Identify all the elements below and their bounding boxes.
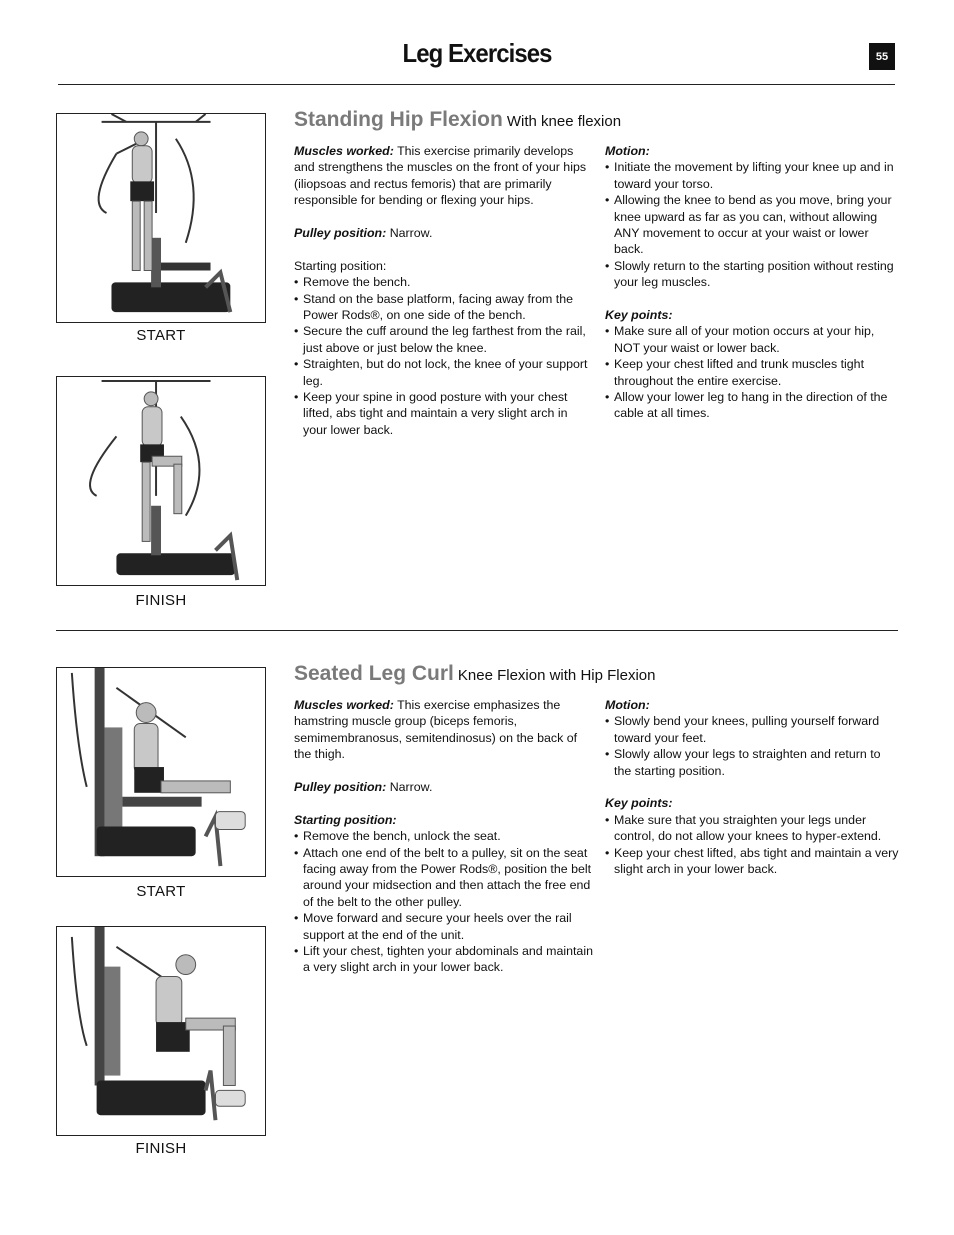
starting-position-list (294, 828, 594, 976)
motion-label: Motion: (605, 144, 650, 158)
motion-list (605, 159, 901, 290)
start-caption: START (136, 327, 186, 344)
pulley-position-text: Narrow. (389, 226, 433, 241)
page-number: 55 (869, 43, 895, 70)
muscles-worked-label: Muscles worked: (294, 698, 394, 712)
pulley-position-paragraph (294, 225, 594, 241)
list-item: • Stand on the base platform, facing away from the Power Rods®, on one side of the bench. (294, 291, 594, 324)
seated-leg-curl-finish-photo (56, 926, 266, 1136)
starting-position-list (294, 274, 594, 438)
seated-leg-curl-start-photo (56, 667, 266, 877)
pulley-position-label: Pulley position: (294, 226, 387, 241)
instructions-left-column (294, 143, 594, 438)
section-subtitle: With knee flexion (506, 113, 622, 130)
standing-hip-flexion-finish-photo (56, 376, 266, 586)
key-points-label: Key points: (605, 308, 673, 323)
muscles-worked-label: Muscles worked: (294, 144, 394, 158)
muscles-worked-text: This exercise primarily develops and strengthens the muscles on the front of your hips (iliopsoas and rectus femoris) that are primarily responsible for bending or flexing your hips. (294, 144, 587, 208)
finish-caption: FINISH (135, 592, 187, 609)
muscles-worked-paragraph (294, 697, 594, 763)
instructions-right-column (605, 697, 901, 877)
list-item: • Remove the bench, unlock the seat. (294, 828, 594, 844)
list-item: • Slowly allow your legs to straighten and return to the starting position. (605, 746, 901, 779)
header-rule (58, 84, 895, 85)
list-item: • Slowly bend your knees, pulling yourself forward toward your feet. (605, 713, 901, 746)
muscles-worked-paragraph (294, 143, 594, 209)
list-item: • Make sure all of your motion occurs at your hip, NOT your waist or lower back. (605, 323, 901, 356)
pulley-position-text: Narrow. (389, 780, 433, 795)
instructions-left-column (294, 697, 594, 976)
muscles-worked-text: This exercise emphasizes the hamstring muscle group (biceps femoris, semimembranosus, semitendinosus) on the back of the thigh. (294, 698, 578, 762)
section-title (294, 108, 621, 132)
section-subtitle: Knee Flexion with Hip Flexion (457, 667, 656, 684)
finish-caption: FINISH (135, 1140, 187, 1157)
section-divider (56, 630, 898, 631)
list-item: • Attach one end of the belt to a pulley, sit on the seat facing away from the Power Rods®, position the belt around your midsection and then attach the free end of the belt to the other pulley. (294, 845, 594, 911)
list-item: • Straighten, but do not lock, the knee of your support leg. (294, 356, 594, 389)
list-item: • Remove the bench. (294, 274, 594, 290)
list-item: • Move forward and secure your heels over the rail support at the end of the unit. (294, 910, 594, 943)
list-item: • Slowly return to the starting position without resting your leg muscles. (605, 258, 901, 291)
pulley-position-paragraph (294, 779, 594, 795)
standing-hip-flexion-start-photo (56, 113, 266, 323)
starting-position-label: Starting position: (294, 258, 387, 273)
key-points-list (605, 323, 901, 421)
list-item: • Make sure that you straighten your legs under control, do not allow your knees to hyper-extend. (605, 812, 901, 845)
motion-list (605, 713, 901, 779)
page-title: Leg Exercises (402, 38, 552, 68)
pulley-position-label: Pulley position: (294, 780, 387, 795)
motion-label: Motion: (605, 698, 650, 712)
key-points-label: Key points: (605, 796, 673, 811)
list-item: • Secure the cuff around the leg farthest from the rail, just above or just below the knee. (294, 323, 594, 356)
instructions-right-column (605, 143, 901, 422)
section-title (294, 662, 655, 686)
list-item: • Keep your chest lifted, abs tight and maintain a very slight arch in your lower back. (605, 845, 901, 878)
starting-position-label: Starting position: (294, 812, 397, 827)
key-points-list (605, 812, 901, 878)
list-item: • Allow your lower leg to hang in the direction of the cable at all times. (605, 389, 901, 422)
list-item: • Keep your chest lifted and trunk muscles tight throughout the entire exercise. (605, 356, 901, 389)
list-item: • Keep your spine in good posture with your chest lifted, abs tight and maintain a very slight arch in your lower back. (294, 389, 594, 438)
section-title-main: Seated Leg Curl (294, 662, 454, 685)
section-title-main: Standing Hip Flexion (294, 108, 503, 131)
start-caption: START (136, 883, 186, 900)
list-item: • Initiate the movement by lifting your knee up and in toward your torso. (605, 159, 901, 192)
list-item: • Lift your chest, tighten your abdominals and maintain a very slight arch in your lower back. (294, 943, 594, 976)
list-item: • Allowing the knee to bend as you move, bring your knee upward as far as you can, without allowing ANY movement to occur at your waist or lower back. (605, 192, 901, 258)
